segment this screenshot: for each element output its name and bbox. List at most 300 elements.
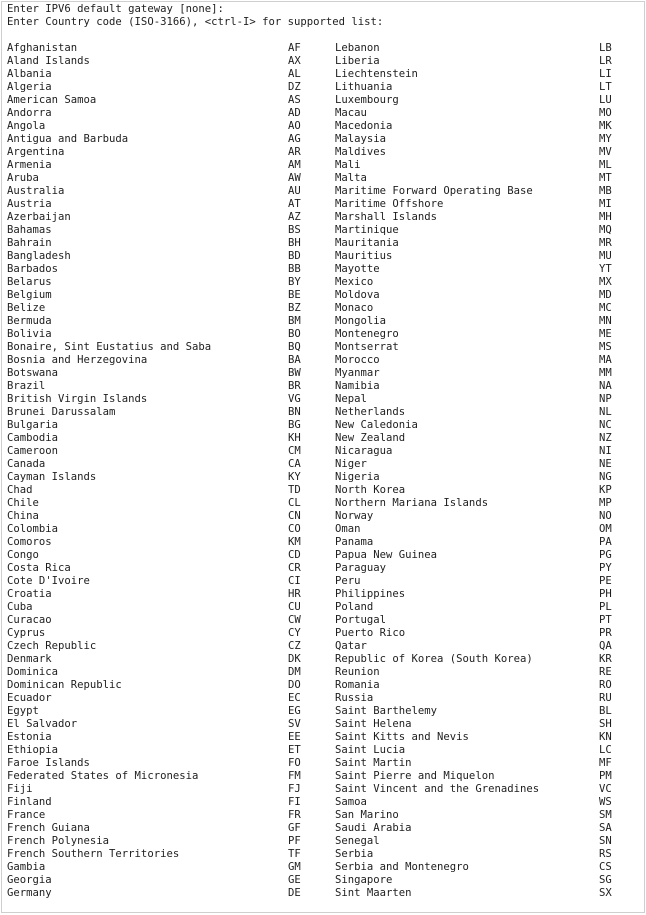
country-row <box>335 302 643 315</box>
country-row <box>7 861 327 874</box>
country-row <box>7 250 327 263</box>
country-row <box>335 497 643 510</box>
country-code: DK <box>288 653 301 665</box>
country-code: QA <box>599 640 612 652</box>
country-code: SG <box>599 874 612 886</box>
country-name: Saint Helena <box>335 718 412 730</box>
country-name: Saudi Arabia <box>335 822 412 834</box>
country-code: PE <box>599 575 612 587</box>
country-row <box>335 861 643 874</box>
country-name: Afghanistan <box>7 42 78 54</box>
country-row <box>335 42 643 55</box>
country-code: YT <box>599 263 612 275</box>
country-name: Andorra <box>7 107 52 119</box>
country-row <box>335 328 643 341</box>
country-name: Bulgaria <box>7 419 59 431</box>
country-row <box>335 835 643 848</box>
country-row <box>335 250 643 263</box>
country-row <box>7 224 327 237</box>
country-code: MU <box>599 250 612 262</box>
country-code: ML <box>599 159 612 171</box>
country-row <box>7 42 327 55</box>
country-code: CN <box>288 510 301 522</box>
country-name: French Guiana <box>7 822 90 834</box>
country-code: CM <box>288 445 301 457</box>
country-code: NP <box>599 393 612 405</box>
country-row <box>7 120 327 133</box>
country-code: MT <box>599 172 612 184</box>
country-row <box>335 510 643 523</box>
country-code: BH <box>288 237 301 249</box>
country-row <box>335 367 643 380</box>
country-name: Cyprus <box>7 627 46 639</box>
country-code: CL <box>288 497 301 509</box>
country-name: Lebanon <box>335 42 380 54</box>
country-row <box>335 783 643 796</box>
country-name: Dominica <box>7 666 59 678</box>
country-name: Dominican Republic <box>7 679 122 691</box>
country-name: Belize <box>7 302 46 314</box>
country-row <box>335 757 643 770</box>
country-name: Canada <box>7 458 46 470</box>
country-name: Denmark <box>7 653 52 665</box>
country-name: Georgia <box>7 874 52 886</box>
country-name: Antigua and Barbuda <box>7 133 129 145</box>
country-name: Malaysia <box>335 133 387 145</box>
country-row <box>7 809 327 822</box>
country-row <box>7 328 327 341</box>
country-row <box>7 822 327 835</box>
country-code: SH <box>599 718 612 730</box>
country-row <box>7 445 327 458</box>
country-name: Panama <box>335 536 374 548</box>
country-code: NL <box>599 406 612 418</box>
country-code: SM <box>599 809 612 821</box>
country-code: MM <box>599 367 612 379</box>
country-code: PL <box>599 601 612 613</box>
country-name: Paraguay <box>335 562 387 574</box>
country-name: Mauritania <box>335 237 399 249</box>
country-code: VC <box>599 783 612 795</box>
country-name: Senegal <box>335 835 380 847</box>
country-name: North Korea <box>335 484 406 496</box>
country-row <box>335 432 643 445</box>
country-code: CR <box>288 562 301 574</box>
country-code: PG <box>599 549 612 561</box>
country-code: NI <box>599 445 612 457</box>
country-row <box>7 770 327 783</box>
country-name: Norway <box>335 510 374 522</box>
country-name: Lithuania <box>335 81 393 93</box>
country-code: MH <box>599 211 612 223</box>
country-code: MP <box>599 497 612 509</box>
prompt-country-code: Enter Country code (ISO-3166), <ctrl-I> for supported list: <box>7 16 384 28</box>
country-code: KP <box>599 484 612 496</box>
country-name: Papua New Guinea <box>335 549 438 561</box>
country-name: Oman <box>335 523 361 535</box>
country-code: LC <box>599 744 612 756</box>
country-name: Costa Rica <box>7 562 71 574</box>
country-code: MC <box>599 302 612 314</box>
country-code: BQ <box>288 341 301 353</box>
country-row <box>335 770 643 783</box>
country-name: Marshall Islands <box>335 211 438 223</box>
country-code: AX <box>288 55 301 67</box>
country-code: NC <box>599 419 612 431</box>
country-row <box>335 146 643 159</box>
country-name: American Samoa <box>7 94 97 106</box>
country-code: RO <box>599 679 612 691</box>
country-row <box>335 484 643 497</box>
country-row <box>335 744 643 757</box>
country-code: GF <box>288 822 301 834</box>
country-code: CO <box>288 523 301 535</box>
country-code: BY <box>288 276 301 288</box>
country-code: CS <box>599 861 612 873</box>
country-name: Cuba <box>7 601 33 613</box>
country-name: Curacao <box>7 614 52 626</box>
country-code: FR <box>288 809 301 821</box>
country-code: DZ <box>288 81 301 93</box>
country-code: SA <box>599 822 612 834</box>
country-code: MF <box>599 757 612 769</box>
country-code: EC <box>288 692 301 704</box>
country-row <box>7 81 327 94</box>
country-row <box>335 120 643 133</box>
country-row <box>335 705 643 718</box>
country-row <box>7 458 327 471</box>
country-code: LI <box>599 68 612 80</box>
country-row <box>7 562 327 575</box>
country-code: MY <box>599 133 612 145</box>
country-row <box>7 718 327 731</box>
country-row <box>335 692 643 705</box>
country-row <box>7 419 327 432</box>
country-name: China <box>7 510 39 522</box>
country-code: CD <box>288 549 301 561</box>
country-row <box>335 653 643 666</box>
country-name: Germany <box>7 887 52 899</box>
country-name: Bolivia <box>7 328 52 340</box>
country-list-left-column <box>7 42 327 900</box>
country-name: Ethiopia <box>7 744 59 756</box>
country-name: Poland <box>335 601 374 613</box>
country-row <box>7 133 327 146</box>
country-row <box>7 380 327 393</box>
country-name: Barbados <box>7 263 59 275</box>
country-row <box>7 94 327 107</box>
country-code: MI <box>599 198 612 210</box>
country-row <box>335 627 643 640</box>
country-code: MX <box>599 276 612 288</box>
country-row <box>7 783 327 796</box>
country-name: Brazil <box>7 380 46 392</box>
country-name: Russia <box>335 692 374 704</box>
country-row <box>7 497 327 510</box>
country-name: Puerto Rico <box>335 627 406 639</box>
country-code: PT <box>599 614 612 626</box>
country-row <box>7 796 327 809</box>
country-code: BA <box>288 354 301 366</box>
country-row <box>335 224 643 237</box>
country-code: AW <box>288 172 301 184</box>
country-code: EE <box>288 731 301 743</box>
country-code: SV <box>288 718 301 730</box>
country-row <box>335 822 643 835</box>
country-row <box>335 263 643 276</box>
country-row <box>335 562 643 575</box>
country-code: LU <box>599 94 612 106</box>
country-name: Finland <box>7 796 52 808</box>
country-code: ME <box>599 328 612 340</box>
country-name: San Marino <box>335 809 399 821</box>
country-row <box>7 848 327 861</box>
country-row <box>335 276 643 289</box>
country-code: ET <box>288 744 301 756</box>
country-code: LT <box>599 81 612 93</box>
country-row <box>7 653 327 666</box>
country-name: Montenegro <box>335 328 399 340</box>
country-name: Republic of Korea (South Korea) <box>335 653 533 665</box>
country-name: Cameroon <box>7 445 59 457</box>
country-name: Bonaire, Sint Eustatius and Saba <box>7 341 212 353</box>
country-code: FJ <box>288 783 301 795</box>
country-row <box>335 874 643 887</box>
country-row <box>7 211 327 224</box>
country-row <box>335 640 643 653</box>
country-code: BM <box>288 315 301 327</box>
country-row <box>335 458 643 471</box>
country-row <box>335 81 643 94</box>
country-name: Colombia <box>7 523 59 535</box>
country-name: Maritime Forward Operating Base <box>335 185 533 197</box>
country-name: El Salvador <box>7 718 78 730</box>
country-name: Philippines <box>335 588 406 600</box>
country-name: Nigeria <box>335 471 380 483</box>
country-name: Brunei Darussalam <box>7 406 116 418</box>
country-row <box>7 341 327 354</box>
country-name: Mauritius <box>335 250 393 262</box>
country-name: Reunion <box>335 666 380 678</box>
country-row <box>7 835 327 848</box>
country-row <box>7 640 327 653</box>
country-code: BS <box>288 224 301 236</box>
country-row <box>7 289 327 302</box>
country-code: SX <box>599 887 612 899</box>
country-name: Saint Kitts and Nevis <box>335 731 469 743</box>
country-name: Czech Republic <box>7 640 97 652</box>
country-name: Congo <box>7 549 39 561</box>
country-code: RS <box>599 848 612 860</box>
country-name: Nepal <box>335 393 367 405</box>
country-row <box>335 198 643 211</box>
country-name: Cambodia <box>7 432 59 444</box>
country-row <box>335 796 643 809</box>
country-row <box>7 874 327 887</box>
country-code: AG <box>288 133 301 145</box>
country-row <box>7 588 327 601</box>
country-row <box>7 679 327 692</box>
country-name: Cayman Islands <box>7 471 97 483</box>
country-code: OM <box>599 523 612 535</box>
country-row <box>335 601 643 614</box>
country-name: Samoa <box>335 796 367 808</box>
country-name: Morocco <box>335 354 380 366</box>
country-row <box>335 614 643 627</box>
country-name: Monaco <box>335 302 374 314</box>
country-name: Belarus <box>7 276 52 288</box>
country-row <box>335 848 643 861</box>
country-row <box>335 133 643 146</box>
country-name: Myanmar <box>335 367 380 379</box>
country-row <box>335 289 643 302</box>
country-row <box>335 68 643 81</box>
country-name: New Caledonia <box>335 419 418 431</box>
country-name: Gambia <box>7 861 46 873</box>
country-code: CZ <box>288 640 301 652</box>
country-code: LB <box>599 42 612 54</box>
country-row <box>7 536 327 549</box>
country-row <box>335 159 643 172</box>
country-name: Algeria <box>7 81 52 93</box>
country-name: Fiji <box>7 783 33 795</box>
country-code: AU <box>288 185 301 197</box>
country-name: Belgium <box>7 289 52 301</box>
country-name: Mayotte <box>335 263 380 275</box>
country-name: Liberia <box>335 55 380 67</box>
country-code: CW <box>288 614 301 626</box>
country-name: Saint Barthelemy <box>335 705 438 717</box>
country-name: Northern Mariana Islands <box>335 497 489 509</box>
country-name: Saint Lucia <box>335 744 406 756</box>
country-name: French Southern Territories <box>7 848 180 860</box>
country-name: Bermuda <box>7 315 52 327</box>
country-code: PA <box>599 536 612 548</box>
country-row <box>335 172 643 185</box>
country-row <box>335 55 643 68</box>
prompt-ipv6-gateway: Enter IPV6 default gateway [none]: <box>7 3 224 15</box>
country-row <box>335 666 643 679</box>
country-name: Federated States of Micronesia <box>7 770 199 782</box>
country-code: BR <box>288 380 301 392</box>
country-code: AM <box>288 159 301 171</box>
country-row <box>7 666 327 679</box>
country-code: SN <box>599 835 612 847</box>
country-row <box>335 679 643 692</box>
country-row <box>7 263 327 276</box>
country-code: AD <box>288 107 301 119</box>
country-code: NA <box>599 380 612 392</box>
country-row <box>7 393 327 406</box>
country-code: AR <box>288 146 301 158</box>
country-row <box>335 341 643 354</box>
country-code: BE <box>288 289 301 301</box>
country-row <box>7 757 327 770</box>
country-row <box>7 159 327 172</box>
country-code: AZ <box>288 211 301 223</box>
country-row <box>335 211 643 224</box>
country-code: PR <box>599 627 612 639</box>
country-row <box>335 536 643 549</box>
country-row <box>7 185 327 198</box>
country-row <box>7 172 327 185</box>
country-name: Saint Pierre and Miquelon <box>335 770 495 782</box>
country-code: PH <box>599 588 612 600</box>
country-row <box>335 419 643 432</box>
country-row <box>335 94 643 107</box>
country-row <box>7 601 327 614</box>
country-code: MA <box>599 354 612 366</box>
country-name: Macau <box>335 107 367 119</box>
country-name: Liechtenstein <box>335 68 418 80</box>
country-row <box>7 107 327 120</box>
country-code: MO <box>599 107 612 119</box>
country-row <box>7 705 327 718</box>
country-code: WS <box>599 796 612 808</box>
country-name: Cote D'Ivoire <box>7 575 90 587</box>
country-name: Chad <box>7 484 33 496</box>
country-code: AL <box>288 68 301 80</box>
country-name: Mongolia <box>335 315 387 327</box>
country-code: MK <box>599 120 612 132</box>
country-name: Moldova <box>335 289 380 301</box>
country-row <box>335 315 643 328</box>
country-name: Austria <box>7 198 52 210</box>
country-row <box>7 523 327 536</box>
country-name: Peru <box>335 575 361 587</box>
country-name: Saint Vincent and the Grenadines <box>335 783 540 795</box>
country-code: CU <box>288 601 301 613</box>
country-code: FI <box>288 796 301 808</box>
country-row <box>335 354 643 367</box>
country-code: DE <box>288 887 301 899</box>
country-code: KN <box>599 731 612 743</box>
country-code: CI <box>288 575 301 587</box>
country-code: RU <box>599 692 612 704</box>
country-row <box>7 367 327 380</box>
country-code: KM <box>288 536 301 548</box>
country-name: Serbia <box>335 848 374 860</box>
country-code: LR <box>599 55 612 67</box>
country-row <box>335 471 643 484</box>
country-row <box>335 380 643 393</box>
country-name: Nicaragua <box>335 445 393 457</box>
country-row <box>7 406 327 419</box>
country-code: MV <box>599 146 612 158</box>
country-name: Macedonia <box>335 120 393 132</box>
country-name: Bosnia and Herzegovina <box>7 354 148 366</box>
terminal-window[interactable] <box>1 1 645 913</box>
country-name: Portugal <box>335 614 387 626</box>
country-name: Malta <box>335 172 367 184</box>
country-code: HR <box>288 588 301 600</box>
country-code: RE <box>599 666 612 678</box>
country-row <box>7 302 327 315</box>
country-row <box>7 68 327 81</box>
country-row <box>335 237 643 250</box>
country-code: GM <box>288 861 301 873</box>
country-code: CY <box>288 627 301 639</box>
country-row <box>335 523 643 536</box>
country-code: TF <box>288 848 301 860</box>
country-row <box>7 315 327 328</box>
country-name: Egypt <box>7 705 39 717</box>
country-name: New Zealand <box>335 432 406 444</box>
country-name: Estonia <box>7 731 52 743</box>
country-row <box>335 107 643 120</box>
country-name: Aruba <box>7 172 39 184</box>
country-row <box>7 627 327 640</box>
